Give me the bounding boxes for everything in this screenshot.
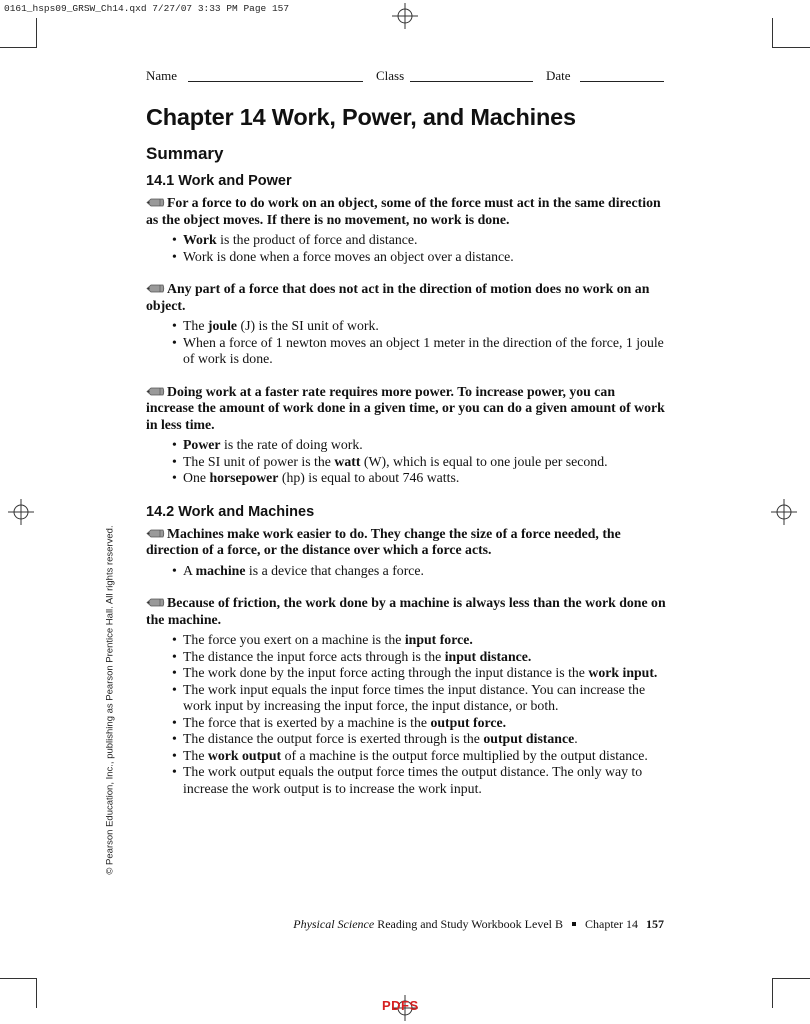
- bullet-list: [146, 318, 666, 368]
- footer-chapter: Chapter 14: [585, 917, 638, 931]
- bullet-item: [172, 318, 666, 335]
- pencil-icon: [146, 195, 165, 204]
- crop-mark: [772, 978, 773, 1008]
- date-blank[interactable]: [580, 81, 664, 82]
- bullet-text: The force you exert on a machine is the: [183, 632, 405, 647]
- pencil-icon: [146, 281, 165, 290]
- key-concept-block: [146, 195, 666, 265]
- bullet-text: The work input equals the input force times the input distance. You can increase the work input by increasing the input force, the input distance, or both.: [183, 681, 646, 713]
- bullet-item: [172, 232, 666, 249]
- key-concept-block: [146, 526, 666, 580]
- bullet-text: (hp) is equal to about 746 watts.: [278, 470, 460, 485]
- bullet-text: The work done by the input force acting through the input distance is the: [183, 665, 589, 680]
- page-footer: [293, 917, 664, 932]
- footer-book-subtitle: Reading and Study Workbook Level B: [374, 917, 563, 931]
- bullet-text: (W), which is equal to one joule per second.: [360, 453, 608, 469]
- footer-separator-icon: [572, 922, 576, 926]
- bullet-text: of a machine is the output force multiplied by the output distance.: [281, 747, 648, 763]
- crop-mark: [772, 18, 773, 48]
- bullet-item: [172, 563, 666, 580]
- file-slug: 0161_hsps09_GRSW_Ch14.qxd 7/27/07 3:33 PM Page 157: [4, 3, 290, 14]
- crop-mark: [0, 978, 36, 979]
- bullet-item: [172, 470, 666, 487]
- vocab-term: watt: [334, 453, 361, 469]
- bullet-text: The force that is exerted by a machine is the: [183, 714, 431, 730]
- bullet-text: One: [183, 470, 210, 485]
- vocab-term: horsepower: [209, 470, 279, 485]
- summary-content: [146, 172, 666, 813]
- name-blank[interactable]: [188, 81, 363, 82]
- section-title: 14.2 Work and Machines: [146, 503, 315, 520]
- page-number: 157: [646, 917, 664, 931]
- bullet-list: [146, 437, 666, 487]
- bullet-text: is a device that changes a force.: [245, 562, 424, 578]
- crop-mark: [0, 47, 36, 48]
- bullet-text: is the rate of doing work.: [220, 437, 363, 452]
- key-concept-block: [146, 384, 666, 487]
- bullet-text: The distance the input force acts through is the: [183, 648, 445, 664]
- key-concept-text: For a force to do work on an object, some of the force must act in the same direction as the object moves. If there is no movement, no work is done.: [146, 195, 661, 227]
- bullet-item: [172, 665, 666, 682]
- key-concept-text: Any part of a force that does not act in the direction of motion does no work on an object.: [146, 281, 650, 313]
- bullet-item: [172, 437, 666, 454]
- bullet-text: (J) is the SI unit of work.: [237, 318, 379, 333]
- vocab-term: joule: [207, 318, 238, 333]
- section-title: 14.1 Work and Power: [146, 173, 292, 189]
- class-blank[interactable]: [410, 81, 533, 82]
- key-concept: [146, 384, 666, 434]
- bullet-text: The distance the output force is exerted through is the: [183, 731, 484, 746]
- bullet-text: A: [183, 562, 196, 578]
- bullet-text: The: [183, 318, 208, 333]
- bullet-text: Work is done when a force moves an object over a distance.: [183, 248, 514, 264]
- key-concept: [146, 195, 666, 228]
- pencil-icon: [146, 526, 165, 535]
- chapter-title: Chapter 14 Work, Power, and Machines: [146, 104, 576, 130]
- vocab-term: work output: [207, 747, 282, 763]
- key-concept-text: Doing work at a faster rate requires more power. To increase power, you can increase the amount of work done in a given time, or you can do a given amount of work in less time.: [146, 383, 665, 432]
- vocab-term: input distance.: [444, 648, 532, 664]
- vocab-term: Work: [183, 232, 217, 247]
- bullet-item: [172, 335, 666, 368]
- bullet-item: [172, 748, 666, 765]
- bullet-text: is the product of force and distance.: [216, 232, 418, 247]
- crop-mark: [772, 47, 810, 48]
- pencil-icon: [146, 595, 165, 604]
- footer-book-title: Physical Science: [293, 917, 375, 931]
- bullet-text: The: [183, 747, 208, 763]
- name-label: Name: [146, 68, 178, 83]
- bullet-item: [172, 649, 666, 666]
- key-concept-block: [146, 281, 666, 368]
- class-label: Class: [376, 68, 405, 83]
- bullet-item: [172, 731, 666, 748]
- bullet-item: [172, 454, 666, 471]
- crop-mark: [36, 978, 37, 1008]
- key-concept: [146, 526, 666, 559]
- vocab-term: work input.: [588, 665, 658, 680]
- crop-mark: [772, 978, 810, 979]
- date-label: Date: [546, 68, 571, 83]
- bullet-list: [146, 232, 666, 265]
- pencil-icon: [146, 384, 165, 393]
- summary-title: Summary: [146, 144, 224, 163]
- bullet-text: .: [574, 731, 578, 746]
- bullet-item: [172, 249, 666, 266]
- bullet-list: [146, 632, 666, 797]
- bullet-item: [172, 715, 666, 732]
- bullet-list: [146, 563, 666, 580]
- bullet-item: [172, 632, 666, 649]
- vocab-term: Power: [183, 437, 221, 452]
- registration-mark-icon: [392, 3, 418, 29]
- bullet-text: The SI unit of power is the: [183, 453, 335, 469]
- registration-mark-icon: [771, 499, 797, 525]
- vocab-term: output distance: [483, 731, 575, 746]
- key-concept: [146, 281, 666, 314]
- vocab-term: input force.: [404, 632, 473, 647]
- vocab-term: output force.: [430, 714, 507, 730]
- key-concept-block: [146, 595, 666, 797]
- student-info-fields: [146, 68, 664, 84]
- registration-mark-icon: [8, 499, 34, 525]
- bullet-text: The work output equals the output force times the output distance. The only way to increase the work output is to increase the work input.: [183, 764, 643, 796]
- key-concept: [146, 595, 666, 628]
- key-concept-text: Machines make work easier to do. They change the size of a force needed, the direction of a force, or the distance over which a force acts.: [146, 525, 621, 557]
- bullet-item: [172, 682, 666, 715]
- pdf-stamp: PDFS: [382, 998, 419, 1013]
- bullet-text: When a force of 1 newton moves an object 1 meter in the direction of the force, 1 joule of work is done.: [183, 334, 664, 366]
- copyright-notice: © Pearson Education, Inc., publishing as Pearson Prentice Hall. All rights reserved.: [104, 525, 116, 875]
- crop-mark: [36, 18, 37, 48]
- bullet-item: [172, 764, 666, 797]
- key-concept-text: Because of friction, the work done by a machine is always less than the work done on the machine.: [146, 595, 666, 627]
- vocab-term: machine: [195, 562, 246, 578]
